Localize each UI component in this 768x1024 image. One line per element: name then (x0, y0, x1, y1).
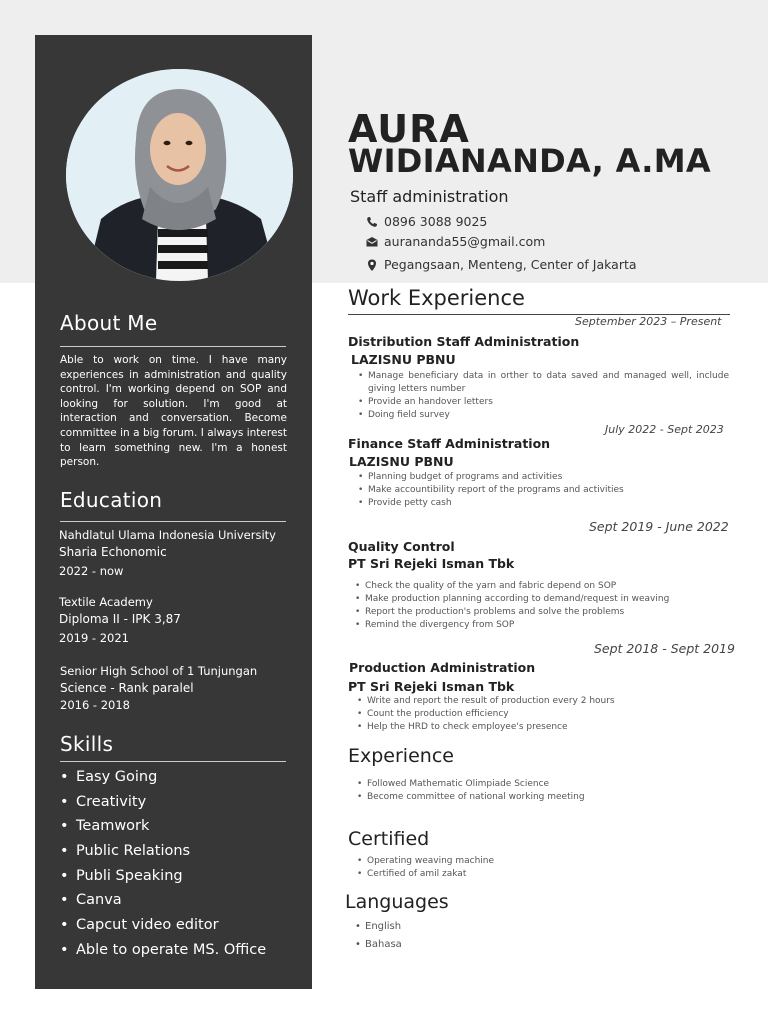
languages-list (353, 918, 553, 954)
last-name: WIDIANANDA, A.MA (348, 142, 711, 180)
job-company: LAZISNU PBNU (351, 352, 456, 367)
address-text: Pegangsaan, Menteng, Center of Jakarta (384, 257, 637, 272)
education-school: Nahdlatul Ulama Indonesia University (59, 528, 276, 542)
phone-icon (365, 215, 379, 229)
job-title: Finance Staff Administration (348, 436, 551, 451)
education-degree: Diploma II - IPK 3,87 (59, 612, 181, 626)
skills-heading: Skills (60, 732, 114, 756)
education-item (59, 595, 299, 647)
skill-item: • Capcut video editor (60, 913, 266, 938)
about-text: Able to work on time. I have many experiences in administration and quality control. I'm working depend on SOP and looking for solution. I'm good at interaction and conversation. Become committee in a big forum. I always interest to learn something new. I'm a honest person. (60, 354, 287, 469)
education-item (60, 664, 300, 713)
job-bullet: • Planning budget of programs and activities (356, 471, 729, 484)
location-pin-icon (365, 258, 379, 272)
skill-item: • Public Relations (60, 839, 266, 864)
job-bullet: • Write and report the result of production every 2 hours (355, 695, 729, 708)
experience-item: • Become committee of national working meeting (355, 791, 729, 804)
sidebar (35, 35, 312, 989)
education-years: 2022 - now (59, 564, 124, 578)
education-heading: Education (60, 488, 163, 512)
job-date: Sept 2019 - June 2022 (589, 519, 729, 534)
skill-item: • Teamwork (60, 814, 266, 839)
about-heading: About Me (60, 311, 158, 335)
profile-photo (66, 69, 293, 281)
job-bullet: • Doing field survey (356, 409, 729, 422)
experience-item: • Followed Mathematic Olimpiade Science (355, 778, 729, 791)
job-bullets (356, 471, 729, 510)
job-company: LAZISNU PBNU (349, 454, 454, 469)
job-title: Distribution Staff Administration (348, 334, 580, 349)
skills-divider (60, 761, 286, 762)
mail-icon (365, 235, 379, 249)
education-item (59, 528, 299, 580)
job-bullet: • Report the production's problems and solve the problems (353, 606, 729, 619)
contact-address (365, 257, 637, 272)
education-degree: Sharia Echonomic (59, 545, 167, 559)
experience-list (355, 778, 729, 804)
job-title: Quality Control (348, 539, 455, 554)
job-bullet: • Manage beneficiary data in orther to data saved and managed well, include giving letters number (356, 370, 729, 396)
job-company: PT Sri Rejeki Isman Tbk (348, 556, 515, 571)
certified-list (355, 855, 729, 881)
job-date: September 2023 – Present (575, 315, 722, 328)
job-bullet: • Help the HRD to check employee's presence (355, 721, 729, 734)
job-company: PT Sri Rejeki Isman Tbk (348, 679, 515, 694)
job-date: Sept 2018 - Sept 2019 (594, 641, 735, 656)
first-name: AURA (348, 107, 470, 151)
skills-list (60, 765, 266, 963)
skill-item: • Canva (60, 888, 266, 913)
education-years: 2016 - 2018 (60, 698, 130, 712)
job-bullets (353, 580, 729, 632)
job-bullet: • Make accountibility report of the programs and activities (356, 484, 729, 497)
job-bullet: • Check the quality of the yarn and fabric depend on SOP (353, 580, 729, 593)
certified-item: • Certified of amil zakat (355, 868, 729, 881)
job-bullet: • Remind the divergency from SOP (353, 619, 729, 632)
certified-heading: Certified (348, 828, 430, 850)
job-bullet: • Make production planning according to demand/request in weaving (353, 593, 729, 606)
education-school: Senior High School of 1 Tunjungan (60, 664, 258, 678)
experience-heading: Experience (348, 745, 454, 767)
contact-email (365, 234, 545, 249)
certified-item: • Operating weaving machine (355, 855, 729, 868)
about-divider (60, 346, 286, 347)
education-divider (60, 521, 286, 522)
job-role: Staff administration (350, 187, 509, 206)
job-title: Production Administration (349, 660, 536, 675)
skill-item: • Publi Speaking (60, 864, 266, 889)
skill-item: • Creativity (60, 790, 266, 815)
job-bullet: • Count the production efficiency (355, 708, 729, 721)
job-bullets (356, 370, 729, 422)
email-text: aurananda55@gmail.com (384, 234, 546, 249)
contact-phone (365, 214, 487, 229)
language-item: • Bahasa (353, 936, 553, 954)
education-school: Textile Academy (59, 595, 153, 609)
job-bullet: • Provide petty cash (356, 497, 729, 510)
languages-heading: Languages (345, 891, 449, 913)
job-bullets (355, 695, 729, 734)
education-degree: Science - Rank paralel (60, 681, 194, 695)
skill-item: • Easy Going (60, 765, 266, 790)
skill-item: • Able to operate MS. Office (60, 938, 266, 963)
work-heading: Work Experience (348, 286, 525, 310)
job-date: July 2022 - Sept 2023 (605, 423, 724, 436)
profile-photo-illustration (66, 69, 293, 281)
phone-text: 0896 3088 9025 (384, 214, 488, 229)
job-bullet: • Provide an handover letters (356, 396, 729, 409)
language-item: • English (353, 918, 553, 936)
education-years: 2019 - 2021 (59, 631, 129, 645)
